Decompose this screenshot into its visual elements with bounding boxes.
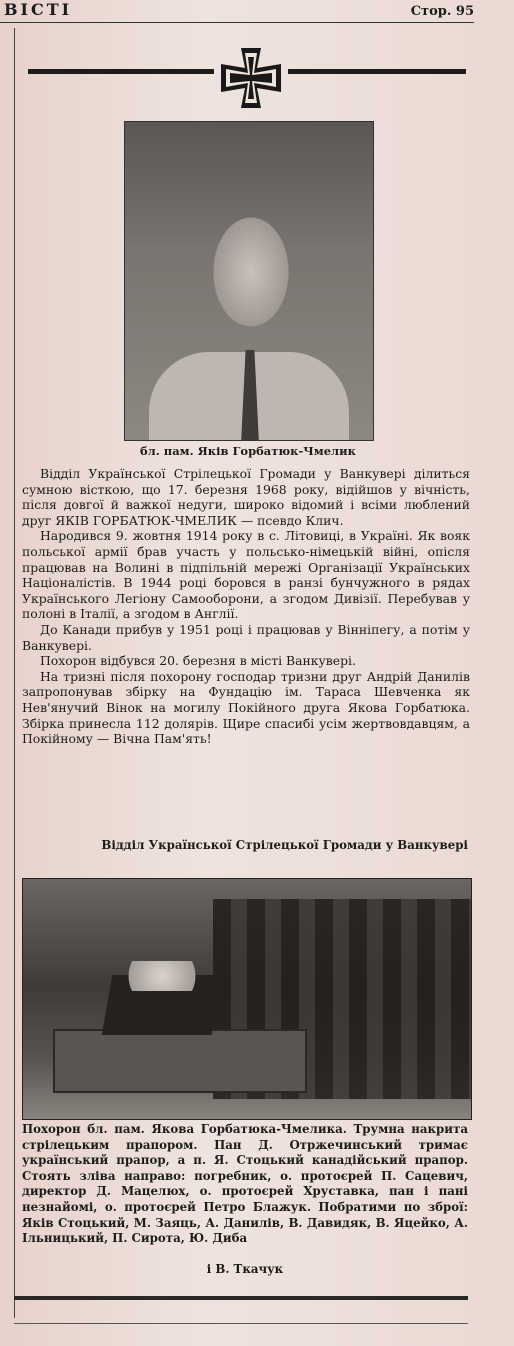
bottom-rule bbox=[14, 1296, 468, 1300]
paragraph: Похорон відбувся 20. березня в місті Ванкувері. bbox=[40, 653, 356, 669]
paragraph: Відділ Української Стрілецької Громади у Ванкувері ділиться сумною вісткою, що 17. березня 1968 року, відійшов у вічність, після довгої й важкої недуги, широко відомий і всіми люблений друг ЯКІВ ГОРБАТЮК-ЧМЕЛИК — псевдо Клич. bbox=[22, 466, 470, 528]
header-rule bbox=[0, 22, 474, 23]
paragraph: На тризні після похорону господар тризни друг Андрій Данилів запропонував збірку на Фундацію ім. Тараса Шевченка як Нев'янучий Вінок на могилу Покійного друга Якова Горбатюка. Збірка принесла 112 долярів. Щире спасибі усім жертвовдавцям, а Покійному — Вічна Пам'ять! bbox=[22, 668, 470, 747]
bottom-thin-rule bbox=[14, 1323, 468, 1324]
portrait-caption: бл. пам. Яків Горбатюк-Чмелик bbox=[140, 444, 356, 458]
article-signature: Відділ Української Стрілецької Громади у Ванкувері bbox=[101, 838, 468, 852]
page-number: Стор. 95 bbox=[410, 4, 474, 19]
decorative-rule-right bbox=[288, 69, 466, 74]
iron-cross-icon bbox=[219, 46, 283, 110]
newspaper-title: ВІСТІ bbox=[4, 0, 73, 19]
portrait-photo bbox=[124, 121, 374, 441]
funeral-photo bbox=[22, 878, 472, 1120]
column-divider bbox=[14, 28, 15, 1318]
decorative-rule-left bbox=[28, 69, 214, 74]
flowers bbox=[117, 961, 207, 991]
grave bbox=[53, 1029, 307, 1093]
funeral-caption-last-line: і В. Ткачук bbox=[206, 1262, 284, 1276]
paragraph: До Канади прибув у 1951 році і працював у Вінніпегу, а потім у Ванкувері. bbox=[22, 621, 470, 653]
paragraph: Народився 9. жовтня 1914 року в с. Літовиці, в Україні. Як вояк польської армії брав участь у польсько-німецькій війні, опісля працював на Волині в підпільній мережі Організації Українських Націоналістів. В 1944 році боровся в ранзі бунчужного в рядах Українського Легіону Самооборони, а згодом Дивізії. Перебував у полоні в Італії, а згодом в Англії. bbox=[22, 528, 470, 622]
obituary-text bbox=[22, 466, 470, 747]
funeral-caption: Похорон бл. пам. Якова Горбатюка-Чмелика. Трумна накрита стрілецьким прапором. Пан Д. Отржечинський тримає український прапор, а п. Я. Стоцький канадійський прапор. Стоять зліва направо: погребник, о. протоєрей П. Сацевич, директор Д. Мацелюх, о. протоєрей Хруставка, пан і пані незнайомі, о. протоєрей Петро Блажук. Побратими по зброї: Яків Стоцький, М. Заяць, А. Данилів, В. Давидяк, В. Яцейко, А. Ільницький, П. Сирота, Ю. Диба bbox=[22, 1122, 468, 1246]
